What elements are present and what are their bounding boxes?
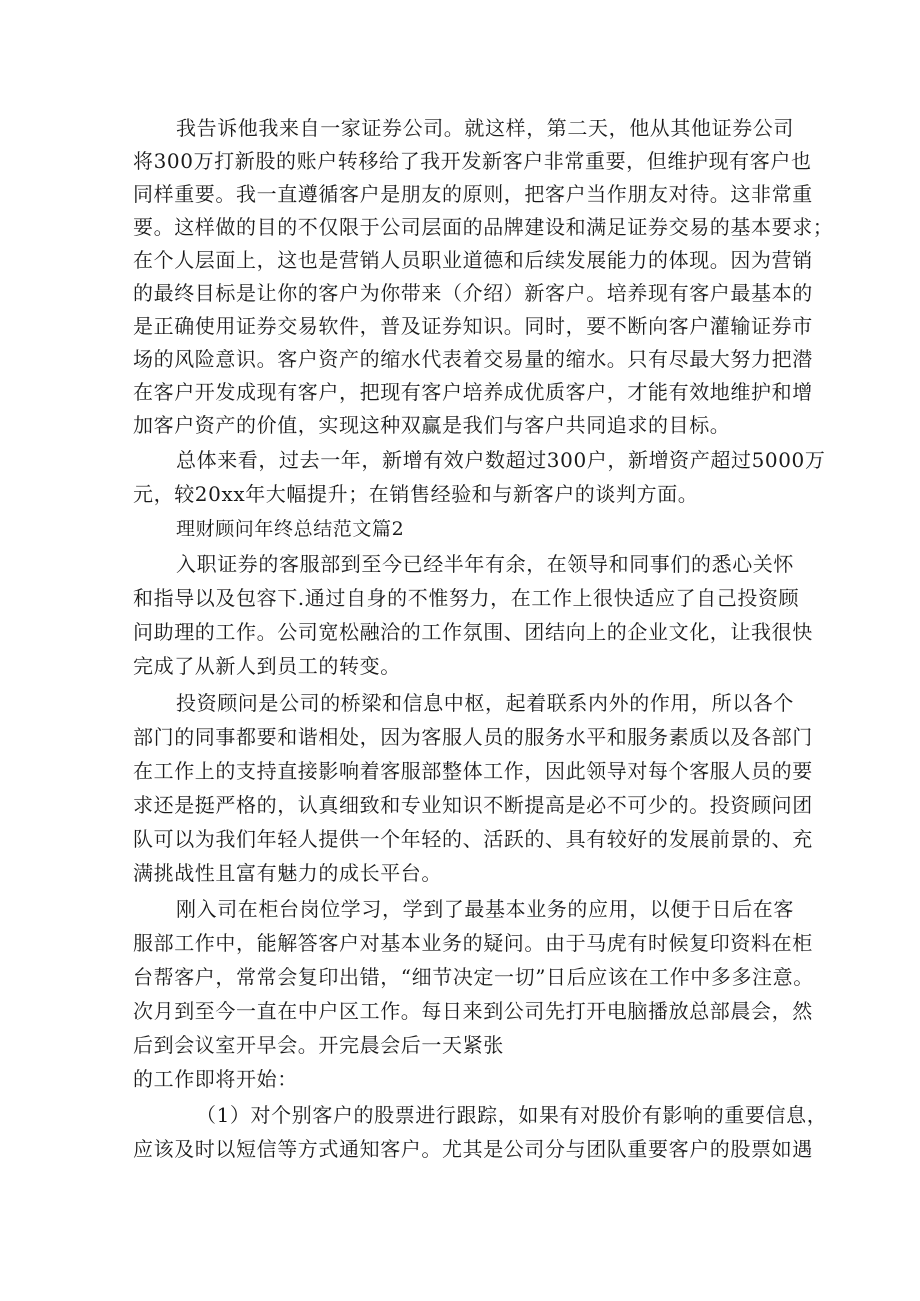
paragraph-line: 应该及时以短信等方式通知客户。尤其是公司分与团队重要客户的股票如遇 xyxy=(133,1137,813,1161)
paragraph-line: 台帮客户，常常会复印出错，“细节决定一切”日后应该在工作中多多注意。 xyxy=(133,965,814,989)
paragraph-line: 和指导以及包容下.通过自身的不惟努力，在工作上很快适应了自己投资顾 xyxy=(133,586,800,610)
paragraph-line: 场的风险意识。客户资产的缩水代表着交易量的缩水。只有尽最大努力把潜 xyxy=(133,347,813,371)
section-heading: 理财顾问年终总结范文篇2 xyxy=(176,518,405,540)
paragraph-line: 队可以为我们年轻人提供一个年轻的、活跃的、具有较好的发展前景的、充 xyxy=(133,827,813,851)
paragraph-line: 求还是挺严格的，认真细致和专业知识不断提高是必不可少的。投资顾问团 xyxy=(133,793,813,817)
paragraph-line: 满挑战性且富有魅力的成长平台。 xyxy=(133,861,442,885)
paragraph-line: 的工作即将开始： xyxy=(133,1067,298,1091)
paragraph-line: 完成了从新人到员工的转变。 xyxy=(133,654,401,678)
paragraph-line: 部门的同事都要和谐相处，因为客服人员的服务水平和服务素质以及各部门 xyxy=(133,725,813,749)
paragraph-line: 同样重要。我一直遵循客户是朋友的原则，把客户当作朋友对待。这非常重 xyxy=(133,182,813,206)
paragraph-line: 问助理的工作。公司宽松融洽的工作氛围、团结向上的企业文化，让我很快 xyxy=(133,620,813,644)
paragraph-line: 总体来看，过去一年，新增有效户数超过300户，新增资产超过5000万 xyxy=(176,448,826,472)
paragraph-line: 要。这样做的目的不仅限于公司层面的品牌建设和满足证券交易的基本要求； xyxy=(133,215,834,239)
list-item-line: （1）对个别客户的股票进行跟踪，如果有对股价有影响的重要信息， xyxy=(196,1103,828,1127)
paragraph-line: 的最终目标是让你的客户为你带来（介绍）新客户。培养现有客户最基本的 xyxy=(133,281,813,305)
paragraph-line: 刚入司在柜台岗位学习，学到了最基本业务的应用，以便于日后在客 xyxy=(176,897,794,921)
paragraph-line: 投资顾问是公司的桥梁和信息中枢，起着联系内外的作用，所以各个 xyxy=(176,691,794,715)
paragraph-line: 后到会议室开早会。开完晨会后一天紧张 xyxy=(133,1033,504,1057)
paragraph-line: 将300万打新股的账户转移给了我开发新客户非常重要，但维护现有客户也 xyxy=(133,149,812,173)
paragraph-line: 元，较20xx年大幅提升；在销售经验和与新客户的谈判方面。 xyxy=(133,482,699,506)
paragraph-line: 在个人层面上，这也是营销人员职业道德和后续发展能力的体现。因为营销 xyxy=(133,248,813,272)
paragraph-line: 在客户开发成现有客户，把现有客户培养成优质客户，才能有效地维护和增 xyxy=(133,380,813,404)
paragraph-line: 加客户资产的价值，实现这种双赢是我们与客户共同追求的目标。 xyxy=(133,413,731,437)
paragraph-line: 入职证券的客服部到至今已经半年有余，在领导和同事们的悉心关怀 xyxy=(176,552,794,576)
paragraph-line: 次月到至今一直在中户区工作。每日来到公司先打开电脑播放总部晨会，然 xyxy=(133,999,813,1023)
paragraph-line: 服部工作中，能解答客户对基本业务的疑问。由于马虎有时候复印资料在柜 xyxy=(133,931,813,955)
paragraph-line: 在工作上的支持直接影响着客服部整体工作，因此领导对每个客服人员的要 xyxy=(133,759,813,783)
paragraph-line: 我告诉他我来自一家证券公司。就这样，第二天，他从其他证券公司 xyxy=(176,116,794,140)
paragraph-line: 是正确使用证券交易软件，普及证券知识。同时，要不断向客户灌输证券市 xyxy=(133,314,813,338)
